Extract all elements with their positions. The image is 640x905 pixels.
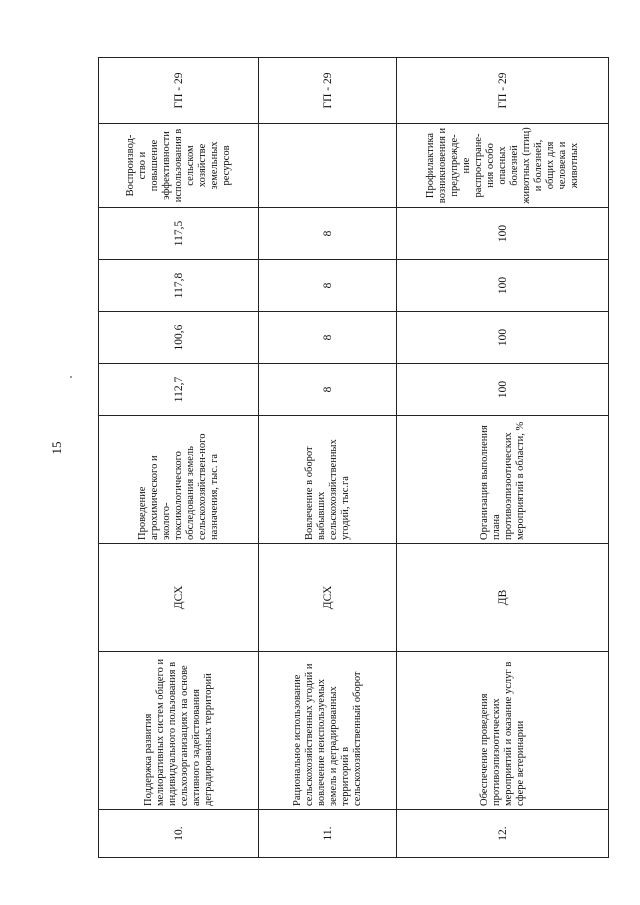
program-code: ГП - 29 — [259, 58, 397, 124]
indicator-value: 100 — [397, 312, 609, 364]
program-table — [98, 57, 609, 858]
measure-name: Рациональное использование сельскохозяйственных угодий и вовлечение неиспользуемых земель и деградированных территорий в сельскохозяйственный оборот — [259, 652, 397, 810]
table-row — [99, 58, 259, 858]
indicator-value: 117,5 — [99, 208, 259, 260]
table-row — [397, 58, 609, 858]
row-number: 11. — [259, 810, 397, 858]
executor: ДСХ — [99, 544, 259, 652]
row-number: 12. — [397, 810, 609, 858]
indicator-value: 100,6 — [99, 312, 259, 364]
indicator: Вовлечение в оборот выбывших сельскохозяйственных угодий, тыс.га — [259, 416, 397, 544]
goal: Воспроизвод-ство и повышение эффективности использования в сельском хозяйстве земельных ресурсов — [99, 124, 259, 208]
scan-speck — [70, 376, 72, 378]
rotated-table-wrapper — [98, 58, 608, 858]
indicator-value: 8 — [259, 364, 397, 416]
goal — [259, 124, 397, 208]
page-number: 15 — [49, 441, 64, 455]
program-code: ГП - 29 — [99, 58, 259, 124]
indicator-value: 100 — [397, 364, 609, 416]
indicator-value: 112,7 — [99, 364, 259, 416]
table-container — [98, 58, 608, 858]
indicator: Проведение агрохимического и эколого-токсикологического обследования земель сельскохозяйствен-ного назначения, тыс. га — [99, 416, 259, 544]
indicator-value: 100 — [397, 260, 609, 312]
program-code: ГП - 29 — [397, 58, 609, 124]
executor: ДСХ — [259, 544, 397, 652]
indicator-value: 8 — [259, 260, 397, 312]
measure-name: Обеспечение проведения противоэпизоотических мероприятий и оказание услуг в сфере ветеринарии — [397, 652, 609, 810]
indicator-value: 8 — [259, 208, 397, 260]
indicator-value: 100 — [397, 208, 609, 260]
goal: Профилактика возникновения и предупрежде-ние распростране-ния особо опасных болезней животных (птиц) и болезней, общих для человека и животных — [397, 124, 609, 208]
measure-name: Поддержка развития мелиоративных систем общего и индивидуального пользования в сельхозорганизациях на основе активного задействования деградированных территорий — [99, 652, 259, 810]
indicator-value: 117,8 — [99, 260, 259, 312]
table-row — [259, 58, 397, 858]
row-number: 10. — [99, 810, 259, 858]
indicator: Организация выполнения плана противоэпизоотических мероприятий в области, % — [397, 416, 609, 544]
indicator-value: 8 — [259, 312, 397, 364]
executor: ДВ — [397, 544, 609, 652]
